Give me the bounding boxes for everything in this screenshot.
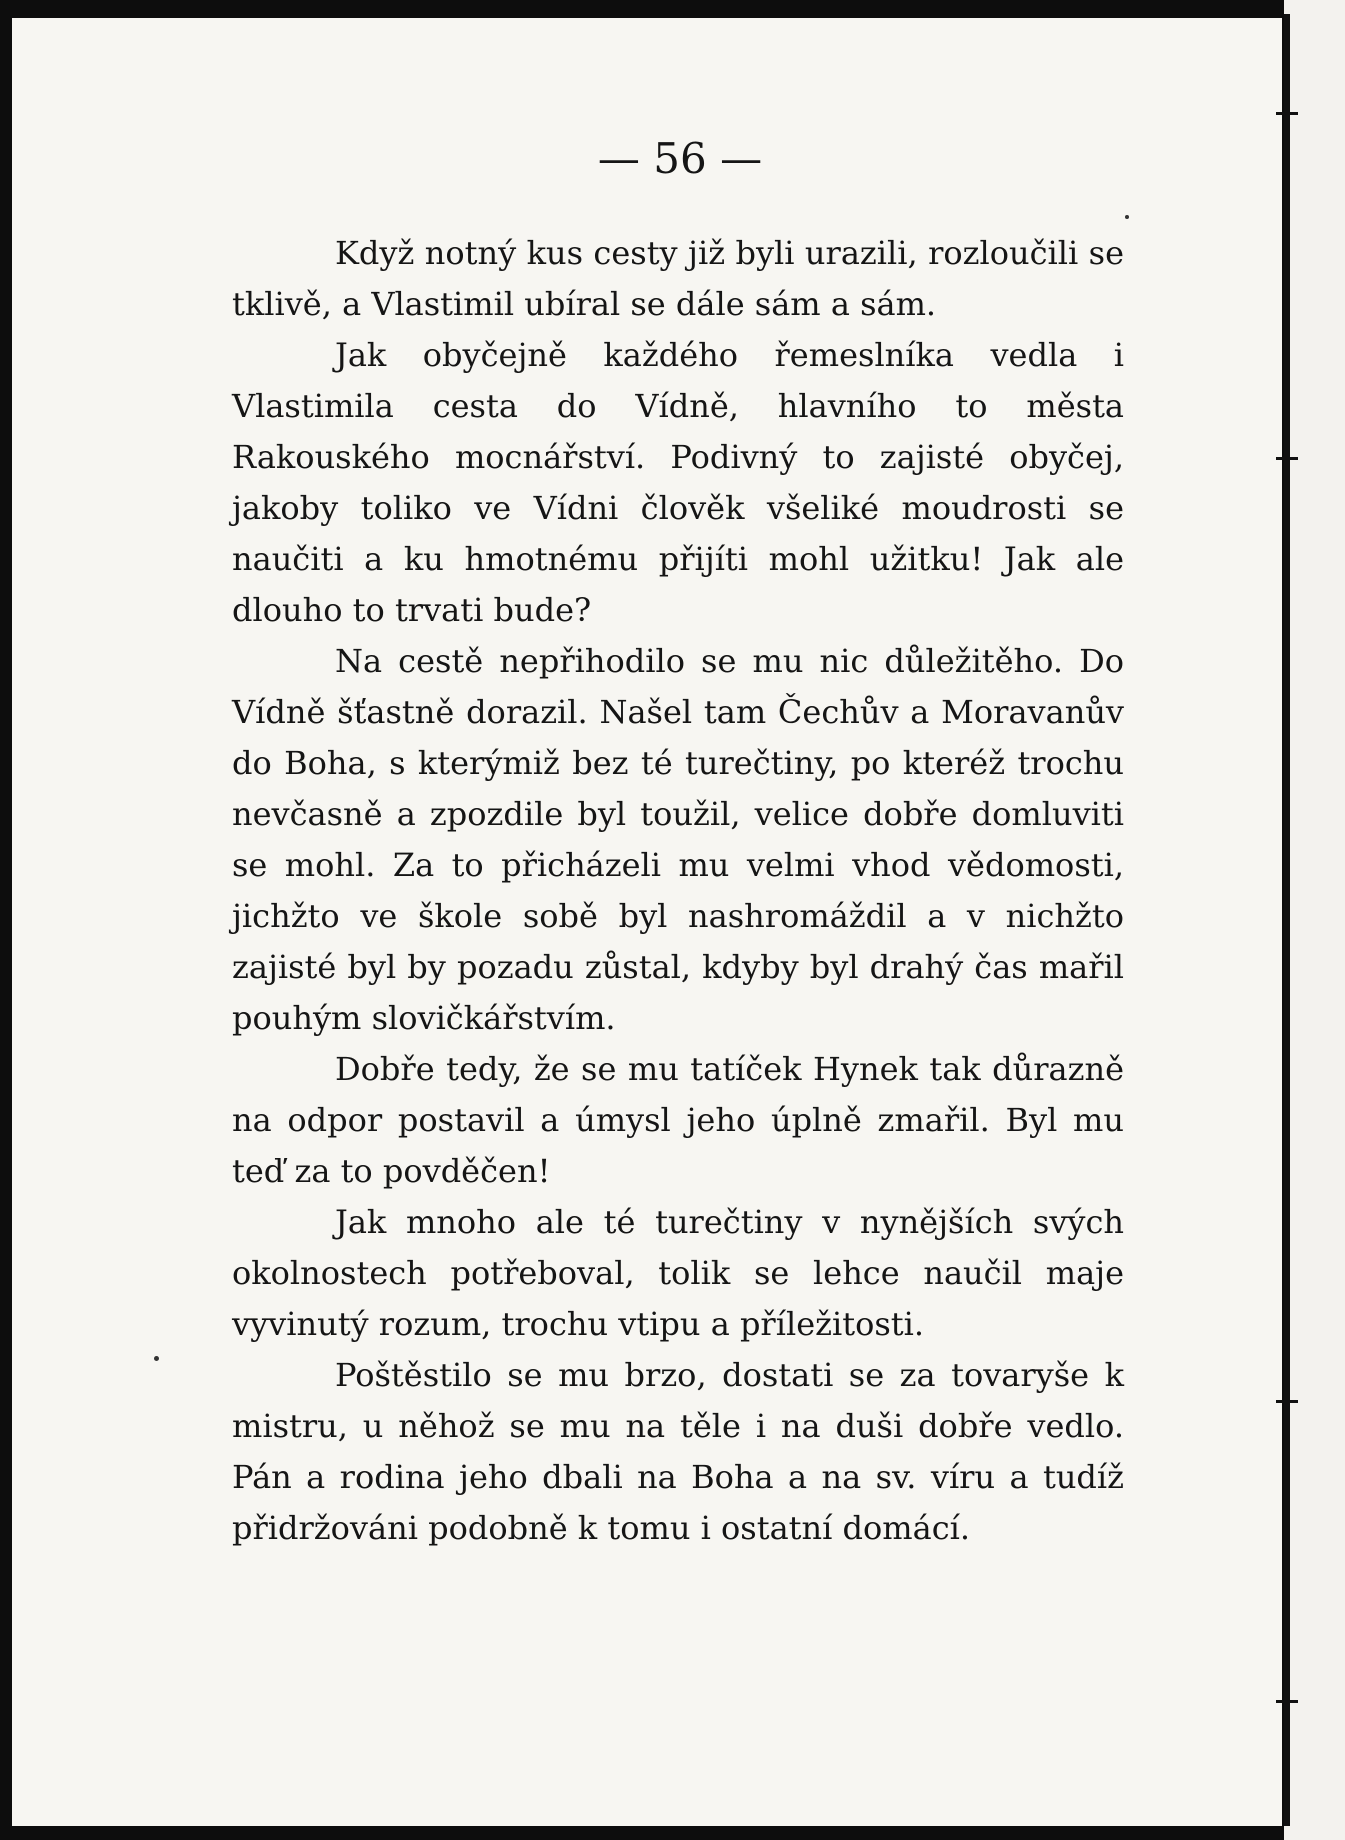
ink-speck: [1125, 215, 1129, 219]
paragraph: Jak mnoho ale té turečtiny v nynějších svých okolnostech potřeboval, tolik se lehce naučil maje vyvinutý rozum, trochu vtipu a příležitosti.: [232, 1203, 1124, 1343]
paragraph: Jak obyčejně každého řemeslníka vedla i Vlastimila cesta do Vídně, hlavního to města Rakouského mocnářství. Podivný to zajisté obyčej, jakoby toliko ve Vídni člověk všeliké moudrosti se naučiti a ku hmotnému přijíti mohl užitku! Jak ale dlouho to trvati bude?: [232, 336, 1124, 629]
paragraph: Když notný kus cesty již byli urazili, rozloučili se tklivě, a Vlastimil ubíral se dále sám a sám.: [232, 234, 1124, 323]
right-margin-strip: [1284, 0, 1345, 1840]
body-text: [232, 228, 1124, 1554]
paragraph: Dobře tedy, že se mu tatíček Hynek tak důrazně na odpor postavil a úmysl jeho úplně zmařil. Byl mu teď za to povděčen!: [232, 1050, 1124, 1190]
margin-tick-mark: [1276, 1400, 1298, 1403]
page-number: — 56 —: [597, 134, 763, 183]
margin-tick-mark: [1276, 457, 1298, 460]
ink-speck: [154, 1356, 159, 1361]
paragraph: Na cestě nepřihodilo se mu nic důležitěho. Do Vídně šťastně dorazil. Našel tam Čechův a Moravanův do Boha, s kterýmiž bez té turečtiny, po kteréž trochu nevčasně a zpozdile byl toužil, velice dobře domluviti se mohl. Za to přicházeli mu velmi vhod vědomosti, jichžto ve škole sobě byl nashromáždil a v nichžto zajisté byl by pozadu zůstal, kdyby byl drahý čas mařil pouhým slovičkářstvím.: [232, 642, 1124, 1037]
margin-tick-mark: [1276, 1700, 1298, 1703]
right-border-line: [1284, 14, 1290, 1826]
margin-tick-mark: [1276, 112, 1298, 115]
paragraph: Poštěstilo se mu brzo, dostati se za tovaryše k mistru, u něhož se mu na těle i na duši dobře vedlo. Pán a rodina jeho dbali na Boha a na sv. víru a tudíž přidržováni podobně k tomu i ostatní domácí.: [232, 1356, 1124, 1547]
